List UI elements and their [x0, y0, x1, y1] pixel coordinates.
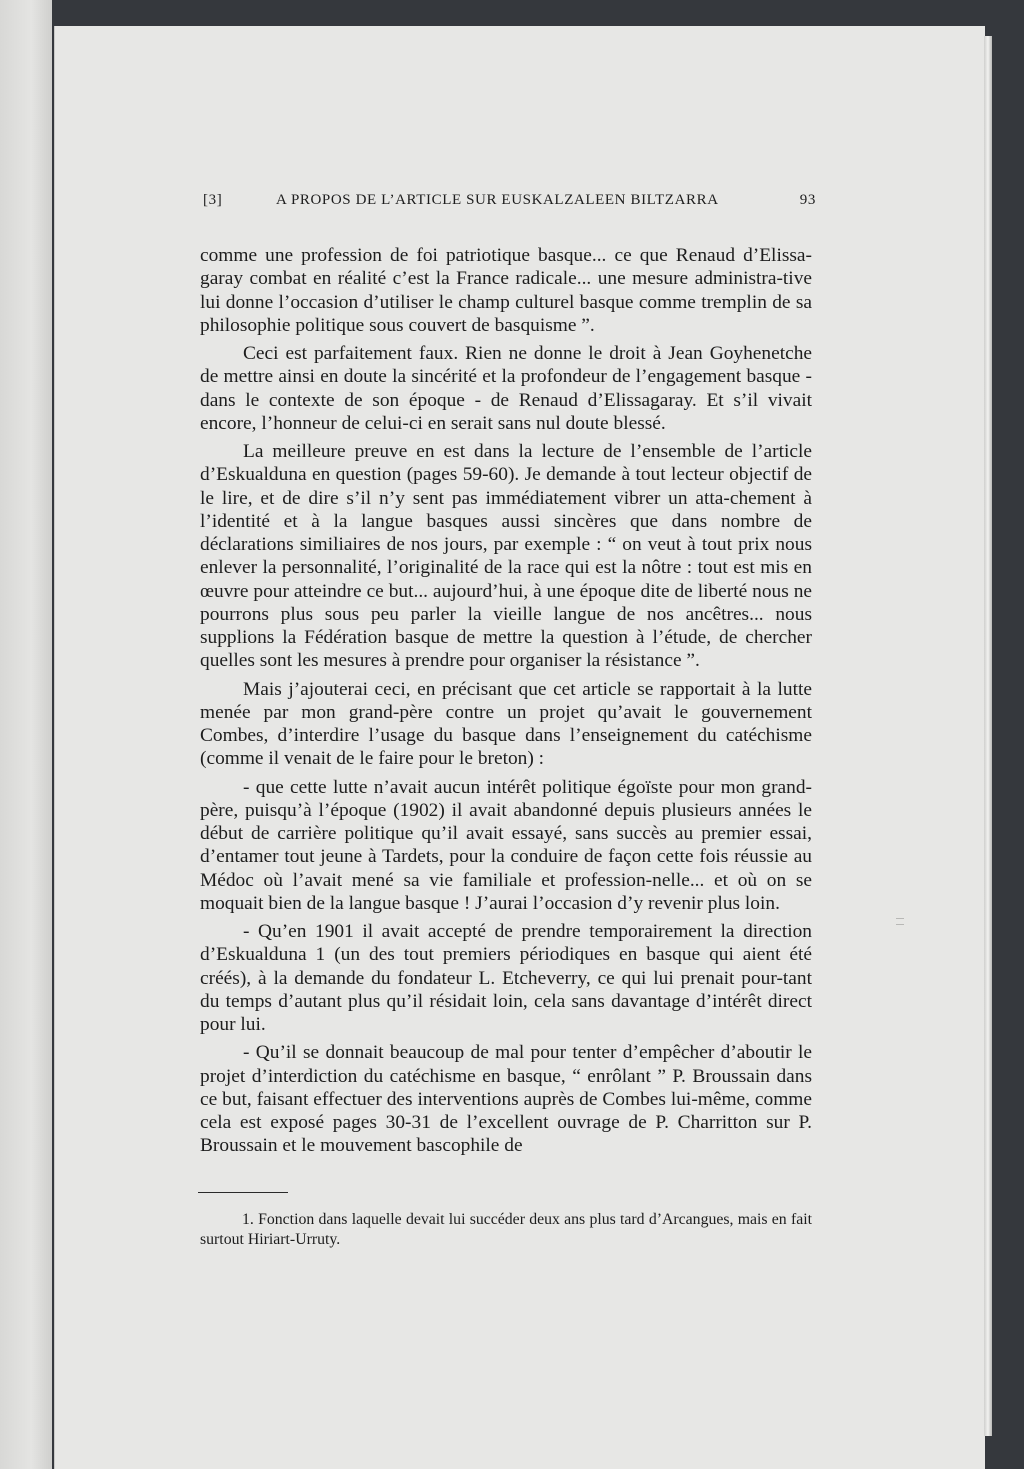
page-number: 93	[799, 192, 816, 208]
body-text	[200, 244, 812, 1158]
paragraph-4: Mais j’ajouterai ceci, en précisant que cet article se rapportait à la lutte menée par mon grand-père contre un projet qu’avait le gouvernement Combes, d’interdire l’usage du basque dans l’enseignement du catéchisme (comme il venait de le faire pour le breton) :	[200, 678, 812, 770]
section-number: [3]	[203, 192, 223, 208]
paragraph-3: La meilleure preuve en est dans la lecture de l’ensemble de l’article d’Eskualduna en question (pages 59-60). Je demande à tout lecteur objectif de le lire, et de dire s’il n’y sent pas immédiatement vibrer un atta-chement à l’identité et à la langue basques aussi sincères que dans nombre de déclarations similiaires de nos jours, par exemple : “ on veut à tout prix nous enlever la personnalité, l’originalité de la race qui est la nôtre : tout est mis en œuvre pour atteindre ce but... aujourd’hui, à une époque dite de liberté nous ne pourrons plus sous peu parler la vieille langue de nos ancêtres... nous supplions la Fédération basque de mettre la question à l’étude, de chercher quelles sont les mesures à prendre pour organiser la résistance ”.	[200, 441, 812, 672]
paragraph-7: - Qu’il se donnait beaucoup de mal pour tenter d’empêcher d’aboutir le projet d’interdiction du catéchisme en basque, “ enrôlant ” P. Broussain dans ce but, faisant effectuer des interventions auprès de Combes lui-même, comme cela est exposé pages 30-31 de l’excellent ouvrage de P. Charritton sur P. Broussain et le mouvement bascophile de	[200, 1042, 812, 1157]
facing-page-edge	[0, 0, 52, 1469]
paragraph-6: - Qu’en 1901 il avait accepté de prendre temporairement la direction d’Eskualduna 1 (un des tout premiers périodiques en basque qui aient été créés), à la demande du fondateur L. Etcheverry, ce qui lui prenait pour-tant du temps d’autant plus qu’il résidait loin, cela sans davantage d’intérêt direct pour lui.	[200, 921, 812, 1035]
footnote-rule	[198, 1192, 288, 1193]
page-stack-edge	[984, 36, 992, 1436]
paragraph-1: comme une profession de foi patriotique basque... ce que Renaud d’Elissa-garay combat en réalité c’est la France radicale... une mesure administra-tive lui donne l’occasion d’utiliser le champ culturel basque comme tremplin de sa philosophie politique sous couvert de basquisme ”.	[200, 245, 812, 336]
footnote-1: 1. Fonction dans laquelle devait lui succéder deux ans plus tard d’Arcangues, mais en fait surtout Hiriart-Urruty.	[200, 1211, 812, 1248]
running-header	[203, 192, 816, 214]
paragraph-5: - que cette lutte n’avait aucun intérêt politique égoïste pour mon grand-père, puisqu’à l’époque (1902) il avait abandonné depuis plusieurs années le début de carrière politique qu’il avait essayé, sans succès au premier essai, d’entamer tout jeune à Tardets, pour la conduire de façon cette fois réussie au Médoc où l’avait mené sa vie familiale et profession-nelle... et où on se moquait bien de la langue basque ! J’aurai l’occasion d’y revenir plus loin.	[200, 776, 812, 914]
margin-mark	[896, 918, 904, 925]
running-title: A PROPOS DE L’ARTICLE SUR EUSKALZALEEN BILTZARRA	[276, 192, 719, 208]
footnote	[200, 1210, 812, 1249]
paragraph-2: Ceci est parfaitement faux. Rien ne donne le droit à Jean Goyhenetche de mettre ainsi en doute la sincérité et la profondeur de l’engagement basque - dans le contexte de son époque - de Renaud d’Elissagaray. Et s’il vivait encore, l’honneur de celui-ci en serait sans nul doute blessé.	[200, 343, 812, 434]
